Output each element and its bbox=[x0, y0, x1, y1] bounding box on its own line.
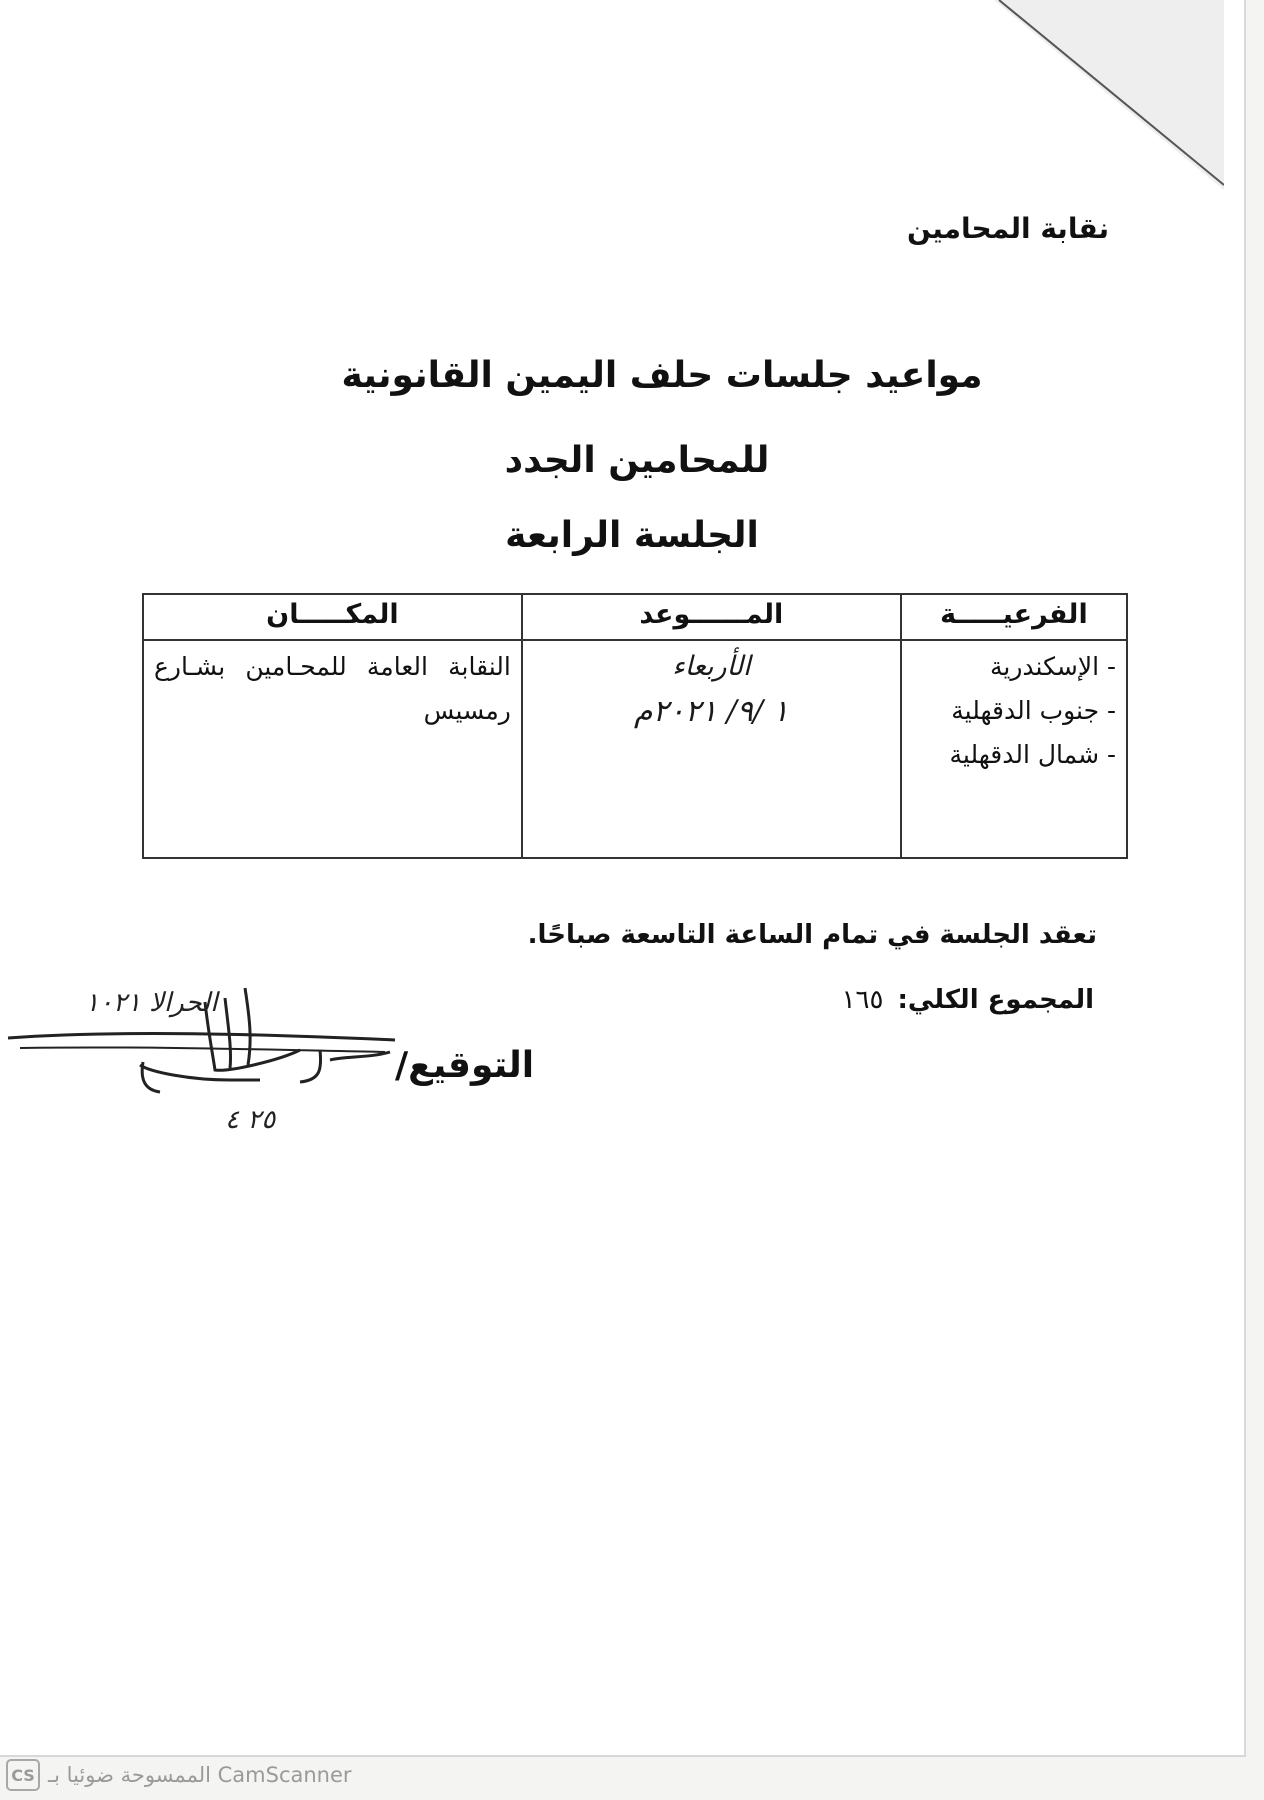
scanner-watermark bbox=[6, 1758, 352, 1792]
handwritten-signature bbox=[0, 980, 410, 1150]
session-time-note: تعقد الجلسة في تمام الساعة التاسعة صباحًا. bbox=[527, 920, 1097, 950]
branch-item: - شمال الدقهلية bbox=[949, 740, 1116, 769]
organization-name: نقابة المحامين bbox=[907, 212, 1109, 245]
table-header-row bbox=[143, 594, 1127, 640]
branch-list bbox=[912, 645, 1116, 777]
camscanner-logo-icon: CS bbox=[6, 1759, 40, 1791]
signature-handwriting-bottom: ٢٥ ٤ bbox=[225, 1105, 276, 1135]
total-count bbox=[842, 985, 1094, 1015]
signature-label: التوقيع/ bbox=[395, 1045, 535, 1086]
schedule-table bbox=[142, 593, 1128, 859]
signature-handwriting-top: الحرالا ١٠٢١ bbox=[85, 988, 218, 1018]
branch-cell bbox=[901, 640, 1127, 858]
watermark-text: الممسوحة ضوئيا بـ CamScanner bbox=[48, 1763, 352, 1787]
header-place: المكـــــان bbox=[143, 594, 522, 640]
branch-item: - جنوب الدقهلية bbox=[951, 696, 1116, 725]
total-label: المجموع الكلي: bbox=[897, 985, 1094, 1015]
place-text: النقابة العامة للمحـامين بشـارع رمسيس bbox=[154, 652, 511, 725]
document-title: مواعيد جلسات حلف اليمين القانونية bbox=[341, 355, 983, 396]
table-row bbox=[143, 640, 1127, 858]
header-branch: الفرعيـــــة bbox=[901, 594, 1127, 640]
handwritten-date: ١ /٩/ ٢٠٢١م bbox=[634, 694, 789, 729]
total-value: ١٦٥ bbox=[841, 985, 884, 1015]
place-cell bbox=[143, 640, 522, 858]
handwritten-day: الأربعاء bbox=[672, 651, 751, 682]
header-date: المــــــوعد bbox=[522, 594, 901, 640]
date-cell bbox=[522, 640, 901, 858]
document-subtitle: للمحامين الجدد bbox=[504, 440, 770, 481]
folded-corner bbox=[994, 0, 1224, 190]
branch-item: - الإسكندرية bbox=[989, 652, 1116, 681]
session-title: الجلسة الرابعة bbox=[505, 515, 759, 556]
